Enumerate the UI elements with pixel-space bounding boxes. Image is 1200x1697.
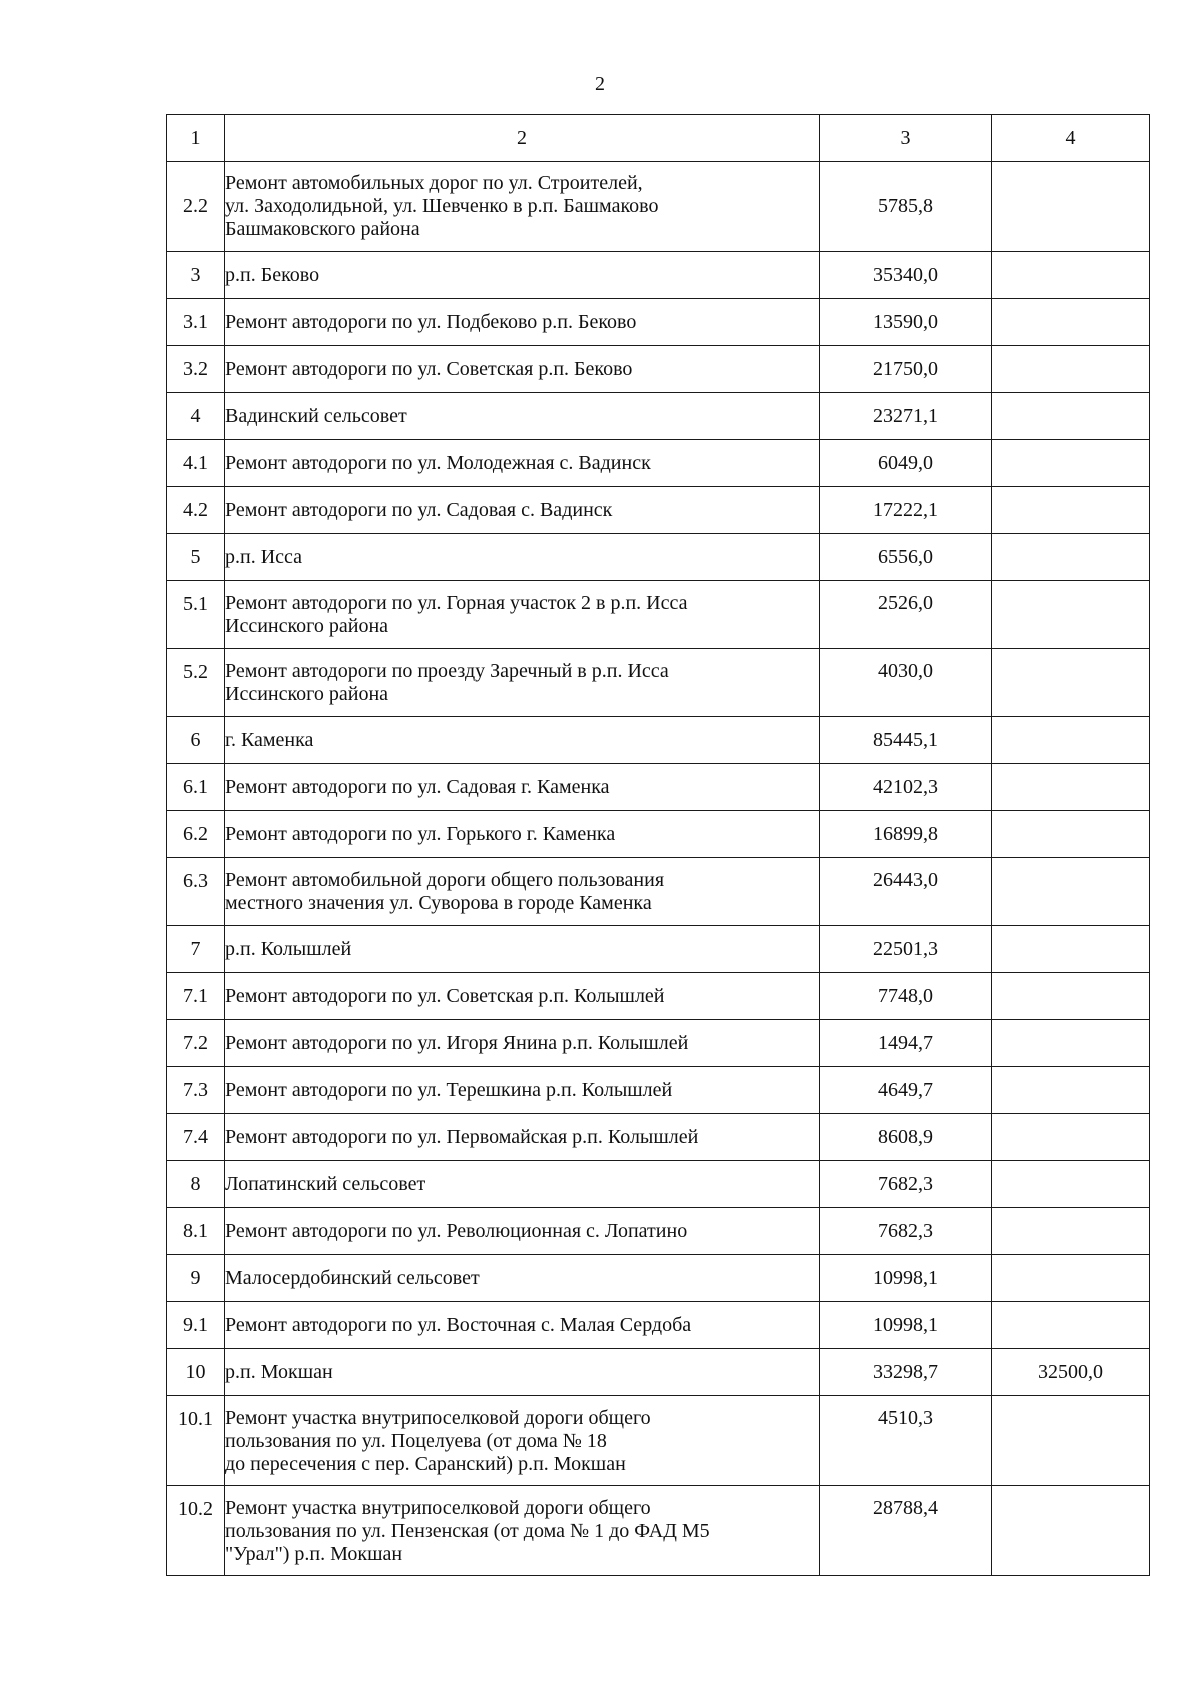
- row-extra-amount: [992, 1114, 1150, 1161]
- row-amount: 4649,7: [820, 1067, 992, 1114]
- row-amount: 6049,0: [820, 440, 992, 487]
- table-body: [167, 115, 1150, 1576]
- row-number: 7: [167, 926, 225, 973]
- row-extra-amount: [992, 299, 1150, 346]
- table-row: [167, 162, 1150, 252]
- row-amount: 35340,0: [820, 252, 992, 299]
- row-name: Ремонт автодороги по ул. Садовая г. Каменка: [225, 764, 820, 811]
- header-cell-extra: 4: [992, 115, 1150, 162]
- row-number: 9: [167, 1255, 225, 1302]
- row-name: Ремонт автодороги по ул. Советская р.п. Беково: [225, 346, 820, 393]
- row-number: 5.1: [167, 581, 225, 649]
- row-number: 6: [167, 717, 225, 764]
- row-name: р.п. Мокшан: [225, 1349, 820, 1396]
- table-row: [167, 1208, 1150, 1255]
- row-name: Ремонт автодороги по ул. Первомайская р.п. Колышлей: [225, 1114, 820, 1161]
- row-extra-amount: [992, 252, 1150, 299]
- header-cell-name: 2: [225, 115, 820, 162]
- table-row: [167, 1114, 1150, 1161]
- row-extra-amount: [992, 393, 1150, 440]
- row-name: Ремонт автодороги по ул. Революционная с. Лопатино: [225, 1208, 820, 1255]
- row-name: Ремонт участка внутрипоселковой дороги общего пользования по ул. Поцелуева (от дома № 18 до пересечения с пер. Саранский) р.п. Мокшан: [225, 1396, 820, 1486]
- row-name: р.п. Исса: [225, 534, 820, 581]
- table-row: [167, 1020, 1150, 1067]
- row-amount: 10998,1: [820, 1255, 992, 1302]
- row-name: Ремонт автодороги по ул. Молодежная с. Вадинск: [225, 440, 820, 487]
- row-amount: 7682,3: [820, 1161, 992, 1208]
- row-number: 5.2: [167, 649, 225, 717]
- row-amount: 6556,0: [820, 534, 992, 581]
- table-row: [167, 973, 1150, 1020]
- row-number: 8: [167, 1161, 225, 1208]
- row-amount: 26443,0: [820, 858, 992, 926]
- page-number: 2: [595, 73, 605, 95]
- row-extra-amount: [992, 973, 1150, 1020]
- row-name: Ремонт автомобильных дорог по ул. Строителей, ул. Заходолидьной, ул. Шевченко в р.п. Башмаково Башмаковского района: [225, 162, 820, 252]
- row-extra-amount: [992, 649, 1150, 717]
- row-name: Ремонт автодороги по ул. Терешкина р.п. Колышлей: [225, 1067, 820, 1114]
- row-number: 7.4: [167, 1114, 225, 1161]
- row-name: г. Каменка: [225, 717, 820, 764]
- row-name: Лопатинский сельсовет: [225, 1161, 820, 1208]
- row-amount: 33298,7: [820, 1349, 992, 1396]
- row-name: Ремонт автодороги по проезду Заречный в р.п. Исса Иссинского района: [225, 649, 820, 717]
- row-extra-amount: [992, 346, 1150, 393]
- row-number: 6.3: [167, 858, 225, 926]
- row-number: 7.1: [167, 973, 225, 1020]
- table-row: [167, 717, 1150, 764]
- row-name: Ремонт автодороги по ул. Подбеково р.п. Беково: [225, 299, 820, 346]
- table-row: [167, 811, 1150, 858]
- row-number: 10.2: [167, 1486, 225, 1576]
- row-number: 6.1: [167, 764, 225, 811]
- row-number: 4.2: [167, 487, 225, 534]
- row-amount: 7682,3: [820, 1208, 992, 1255]
- row-amount: 7748,0: [820, 973, 992, 1020]
- table-row: [167, 764, 1150, 811]
- row-name: р.п. Колышлей: [225, 926, 820, 973]
- row-extra-amount: [992, 926, 1150, 973]
- row-number: 10.1: [167, 1396, 225, 1486]
- row-extra-amount: [992, 1255, 1150, 1302]
- header-cell-num: 1: [167, 115, 225, 162]
- row-amount: 13590,0: [820, 299, 992, 346]
- table-row: [167, 346, 1150, 393]
- row-number: 7.3: [167, 1067, 225, 1114]
- table-row: [167, 1349, 1150, 1396]
- row-number: 7.2: [167, 1020, 225, 1067]
- row-number: 3.2: [167, 346, 225, 393]
- row-amount: 8608,9: [820, 1114, 992, 1161]
- table-row: [167, 252, 1150, 299]
- row-amount: 28788,4: [820, 1486, 992, 1576]
- row-amount: 5785,8: [820, 162, 992, 252]
- row-amount: 4030,0: [820, 649, 992, 717]
- row-amount: 17222,1: [820, 487, 992, 534]
- row-amount: 42102,3: [820, 764, 992, 811]
- row-name: Ремонт участка внутрипоселковой дороги общего пользования по ул. Пензенская (от дома № 1 до ФАД М5 "Урал") р.п. Мокшан: [225, 1486, 820, 1576]
- row-extra-amount: [992, 1486, 1150, 1576]
- row-extra-amount: [992, 581, 1150, 649]
- row-extra-amount: [992, 1208, 1150, 1255]
- row-name: Ремонт автодороги по ул. Советская р.п. Колышлей: [225, 973, 820, 1020]
- row-extra-amount: [992, 1067, 1150, 1114]
- table-row: [167, 487, 1150, 534]
- row-name: Малосердобинский сельсовет: [225, 1255, 820, 1302]
- header-cell-amount: 3: [820, 115, 992, 162]
- row-extra-amount: [992, 1020, 1150, 1067]
- row-extra-amount: [992, 858, 1150, 926]
- table-row: [167, 534, 1150, 581]
- table-row: [167, 299, 1150, 346]
- row-amount: 85445,1: [820, 717, 992, 764]
- row-extra-amount: [992, 487, 1150, 534]
- row-number: 5: [167, 534, 225, 581]
- table-row: [167, 440, 1150, 487]
- row-name: Ремонт автодороги по ул. Игоря Янина р.п. Колышлей: [225, 1020, 820, 1067]
- row-amount: 1494,7: [820, 1020, 992, 1067]
- row-extra-amount: [992, 440, 1150, 487]
- table-row: [167, 581, 1150, 649]
- row-name: Ремонт автодороги по ул. Горная участок 2 в р.п. Исса Иссинского района: [225, 581, 820, 649]
- row-extra-amount: 32500,0: [992, 1349, 1150, 1396]
- row-extra-amount: [992, 811, 1150, 858]
- row-name: р.п. Беково: [225, 252, 820, 299]
- row-number: 4: [167, 393, 225, 440]
- row-amount: 21750,0: [820, 346, 992, 393]
- row-amount: 4510,3: [820, 1396, 992, 1486]
- row-amount: 10998,1: [820, 1302, 992, 1349]
- row-amount: 22501,3: [820, 926, 992, 973]
- row-number: 2.2: [167, 162, 225, 252]
- table-row: [167, 1161, 1150, 1208]
- funding-table: [166, 114, 1150, 1576]
- row-extra-amount: [992, 1161, 1150, 1208]
- row-name: Ремонт автомобильной дороги общего пользования местного значения ул. Суворова в городе Каменка: [225, 858, 820, 926]
- table-row: [167, 649, 1150, 717]
- table-row: [167, 393, 1150, 440]
- table-row: [167, 1486, 1150, 1576]
- row-number: 10: [167, 1349, 225, 1396]
- row-amount: 2526,0: [820, 581, 992, 649]
- table-row: [167, 1067, 1150, 1114]
- row-name: Вадинский сельсовет: [225, 393, 820, 440]
- table-row: [167, 858, 1150, 926]
- table-row: [167, 1396, 1150, 1486]
- row-name: Ремонт автодороги по ул. Садовая с. Вадинск: [225, 487, 820, 534]
- row-extra-amount: [992, 1302, 1150, 1349]
- row-number: 4.1: [167, 440, 225, 487]
- row-extra-amount: [992, 534, 1150, 581]
- row-amount: 16899,8: [820, 811, 992, 858]
- row-number: 3.1: [167, 299, 225, 346]
- row-amount: 23271,1: [820, 393, 992, 440]
- table-row: [167, 926, 1150, 973]
- row-number: 9.1: [167, 1302, 225, 1349]
- table-header-row: [167, 115, 1150, 162]
- row-name: Ремонт автодороги по ул. Горького г. Каменка: [225, 811, 820, 858]
- row-extra-amount: [992, 717, 1150, 764]
- row-extra-amount: [992, 764, 1150, 811]
- row-number: 3: [167, 252, 225, 299]
- row-number: 6.2: [167, 811, 225, 858]
- row-extra-amount: [992, 1396, 1150, 1486]
- row-name: Ремонт автодороги по ул. Восточная с. Малая Сердоба: [225, 1302, 820, 1349]
- row-number: 8.1: [167, 1208, 225, 1255]
- row-extra-amount: [992, 162, 1150, 252]
- table-row: [167, 1255, 1150, 1302]
- table-row: [167, 1302, 1150, 1349]
